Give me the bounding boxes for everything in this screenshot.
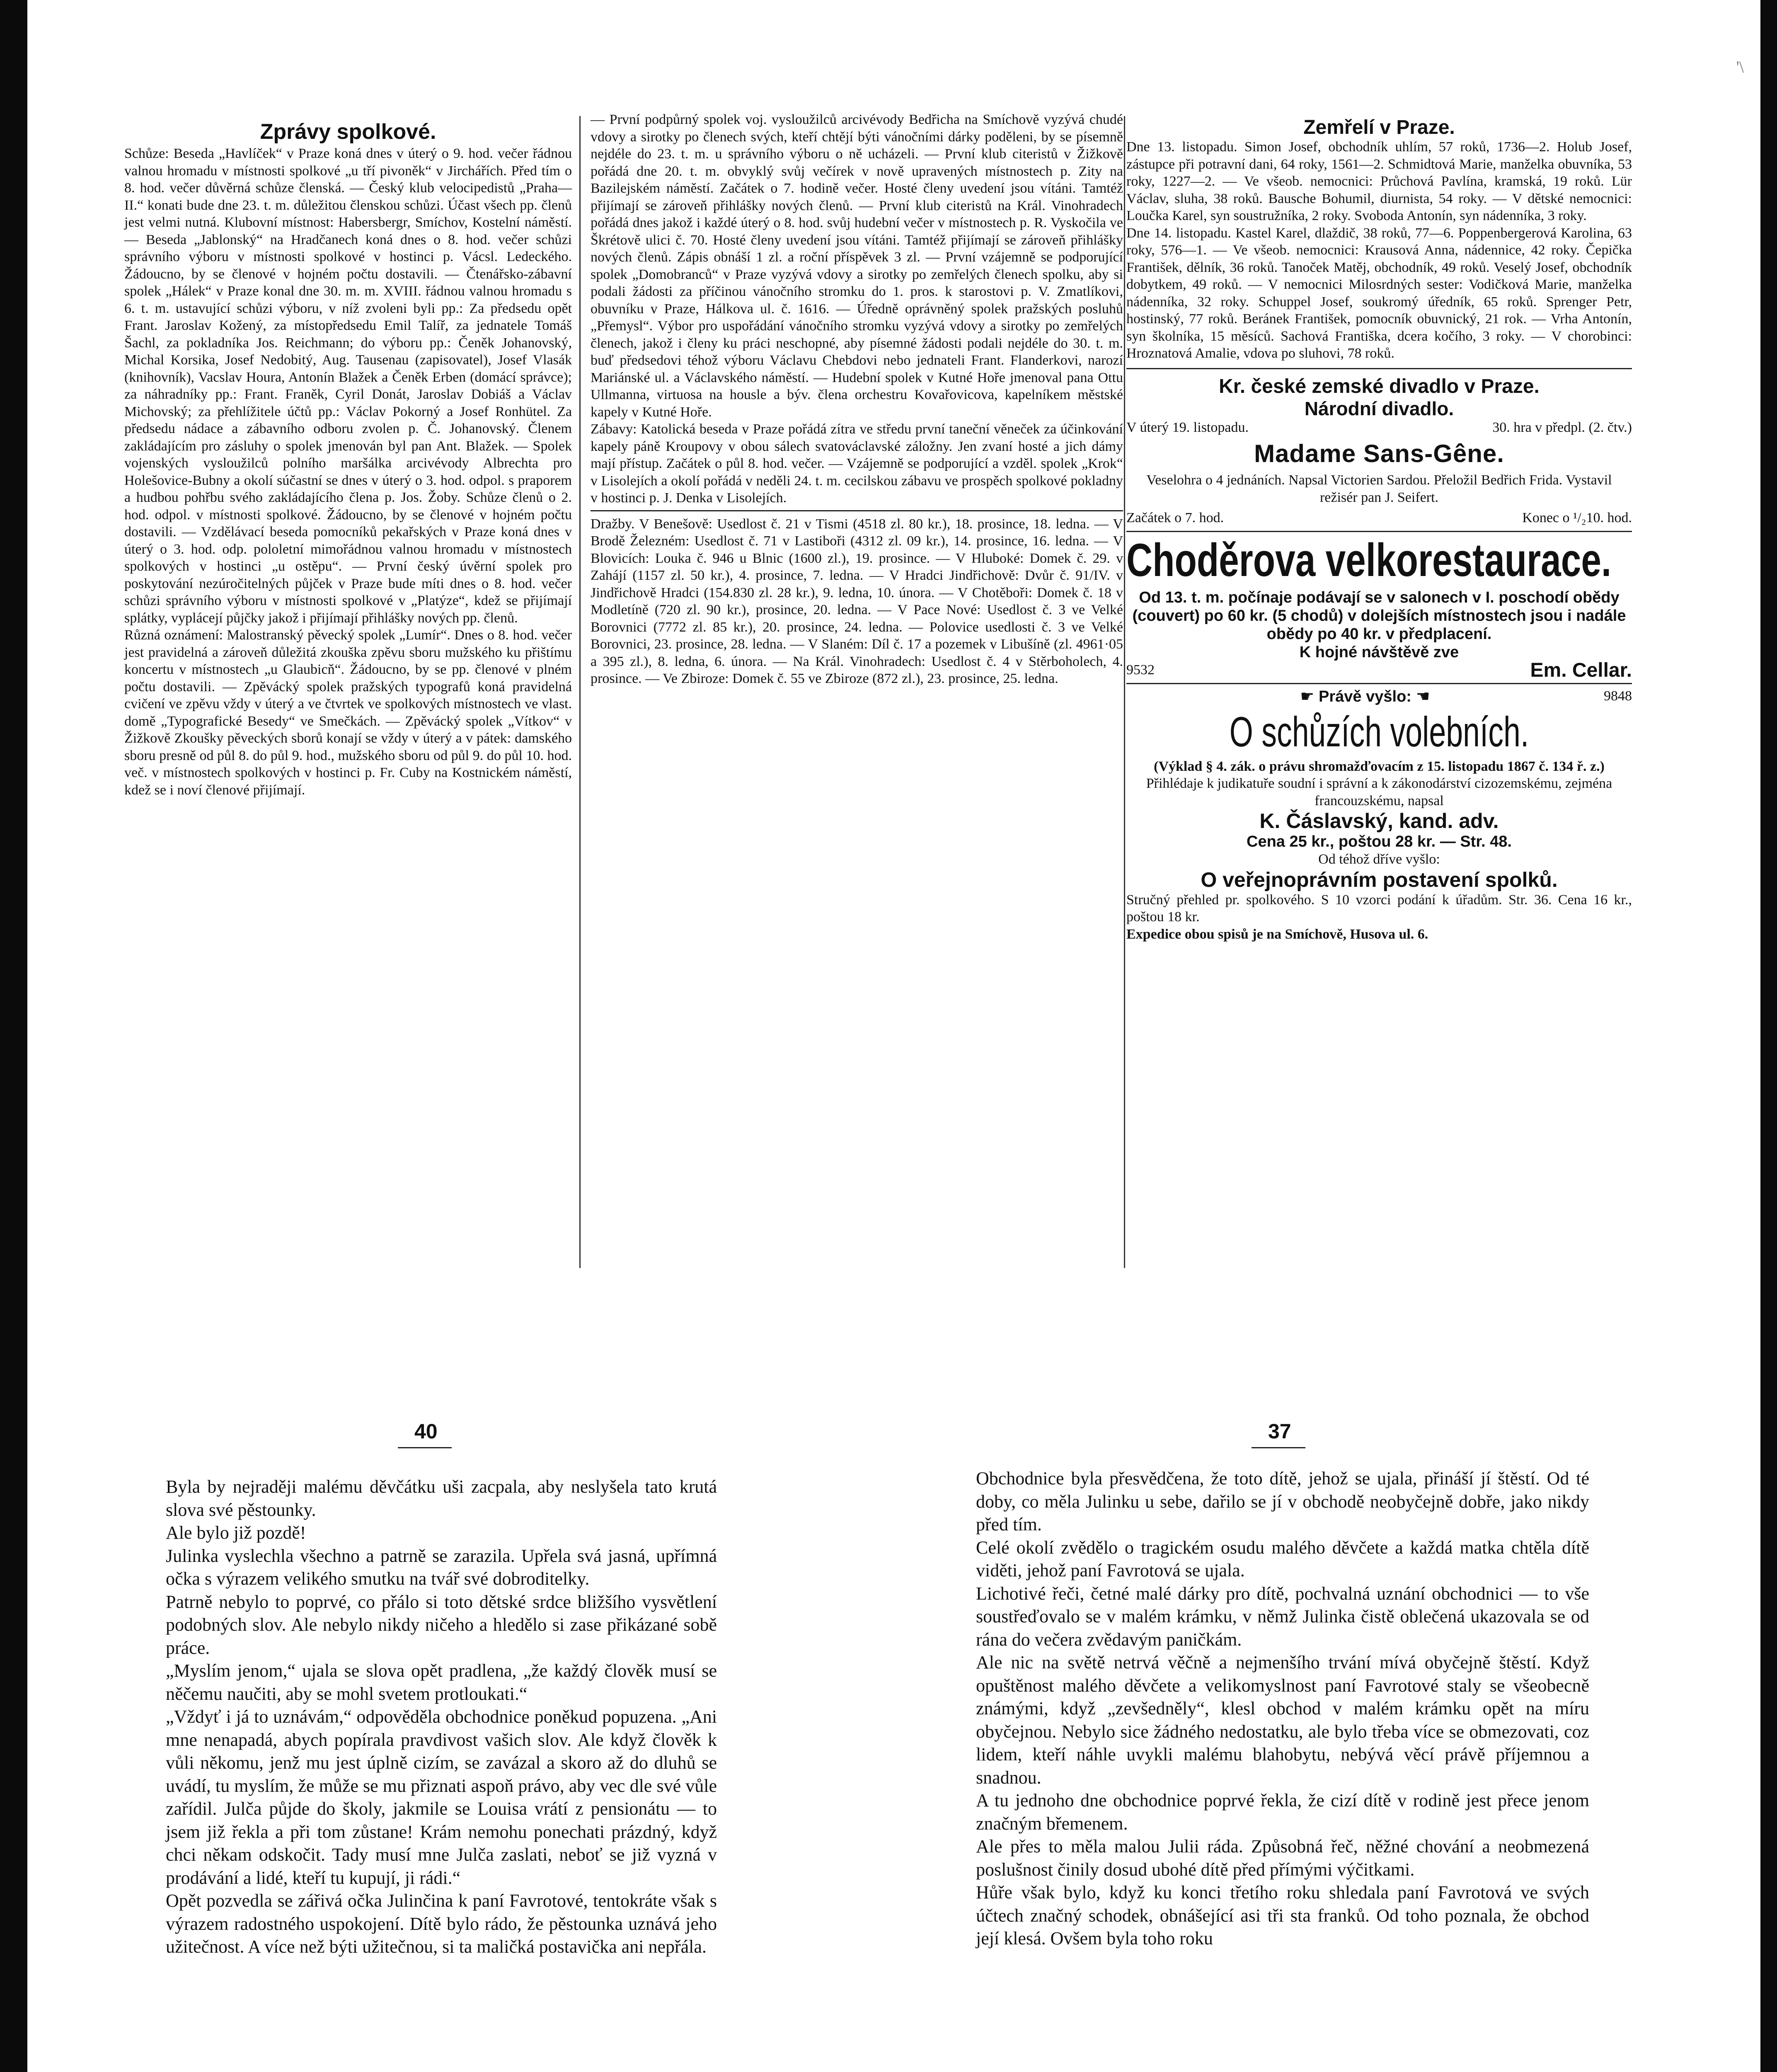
column-divider — [1124, 116, 1125, 1268]
theatre-title: Kr. české zemské divadlo v Praze. — [1219, 375, 1540, 397]
play-description: Veselohra o 4 jednáních. Napsal Victorien Sardou. Přeložil Bedřich Frida. Vystavil režisér pan J. Seifert. — [1146, 472, 1612, 505]
column-divider — [579, 116, 581, 1268]
story-left-page — [166, 1475, 717, 1958]
story-paragraph: „Myslím jenom,“ ujala se slova opět pradlena, „že každý člověk musí se něčemu naučiti, aby se mohl svetem protloukati.“ — [166, 1661, 717, 1704]
story-paragraph: „Vždyť i já to uznávám,“ odpověděla obchodnice poněkud popuzena. „Ani mne nenapadá, abych popírala pravdivost vašich slov. Ale když člověk k vůli někomu, jenž mu jest úplně cizím, se zavázal a skoro až do dluhů se uvádí, tu myslím, že může se mu přiznati aspoň právo, aby vec dle své vůle zařídil. Julča půjde do školy, jakmile se Louisa vrátí z pensionátu — to jsem již řekla a při tom zůstane! Krám nemohu ponechati prázdný, když chci někam odskočit. Tady musí mne Julča zaslati, neboť se již vyzná v prodávání a lidé, kteří tu kupují, ji rádi.“ — [166, 1706, 717, 1888]
scan-edge-left — [0, 0, 27, 2072]
ad-number: 9848 — [1603, 688, 1632, 704]
book-label: ☛ Právě vyšlo: ☚ — [1300, 687, 1430, 705]
scan-edge-right — [1760, 0, 1777, 2072]
edge-mark: '\ — [1736, 58, 1744, 76]
paragraph-vysluzilci: — První podpůrný spolek voj. vysloužilců arcivévody Bedřicha na Smíchově vyzývá chudé vdovy a sirotky po členech svých, kteří chtějí býti vánočními dárky poděleni, by se písemně nejdéle do 23. t. m. u správního výboru o ně ucházeli. — První klub citeristů v Žižkově pořádá dne 20. t. m. obvyklý svůj večírek v nově upravených místnostech p. Zity na Bazilejském náměstí. Začátek o 7. hodině večer. Hosté členy uvedení jsou vítáni. Tamtéž přijímají se zároveň přihlášky nových členů. — První klub citeristů na Král. Vinohradech pořádá dnes jakož i každé úterý o 8. hod. svůj hudební večer v místnostech p. R. Vyskočila ve Škrétově ulici č. 70. Hosté členy uvedení jsou vítáni. Tamtéž přijímají se zároveň přihlášky nových členů. Zápis obnáší 1 zl. a roční příspěvek 3 zl. — První vzájemně se podporující spolek „Domobranců“ v Praze vyzývá vdovy a sirotky po zemřelých členech spolku, aby si podali žádosti za příčinou vánočního stromku do 1. pros. k starostovi p. V. Zmatlíkovi, obuvníku v Praze, Hálkova ul. č. 1616. — Úředně oprávněný spolek pražských posluhů „Přemysl“. Výbor pro uspořádání vánočního stromku vyzývá vdovy a sirotky po zemřelých členech, jakož i členy ku práci neschopné, aby písemné žádosti podali nejdéle do 30. t. m. buď předsedovi téhož výboru Václavu Chebdovi nebo jednateli Frant. Flanderkovi, narozí Mariánské ul. a Václavského náměstí. — Hudební spolek v Kutné Hoře jmenoval pana Ottu Ullmanna, virtuosa na housle a býv. člena orchestru Kovařovicova, kapelníkem městské kapely v Kutné Hoře. — [591, 112, 1123, 420]
play-title: Madame Sans-Gêne. — [1254, 440, 1504, 467]
theatre-subtitle: Národní divadlo. — [1304, 397, 1454, 419]
play-start: Začátek o 7. hod. — [1126, 510, 1224, 525]
restaurant-owner: Em. Cellar. — [1530, 659, 1632, 681]
page-number-rule — [1252, 1447, 1305, 1448]
play-end: Konec o ¹/₂10. hod. — [1522, 510, 1632, 525]
book2-title: O veřejnoprávním postavení spolků. — [1201, 868, 1558, 891]
paragraph-deaths-13: Dne 13. listopadu. Simon Josef, obchodník uhlím, 57 roků, 1736—2. Holub Josef, zástupce při potravní dani, 64 roky, 1561—2. Schmidtová Marie, manželka obuvníka, 53 roky, 1227—2. — Ve všeob. nemocnici: Průchová Pavlína, kramská, 19 roků. Lür Václav, sluha, 38 roků. Bausche Bohumil, diurnista, 54 roky. — V dětské nemocnici: Loučka Karel, syn soustružníka, 2 roky. Svoboda Antonín, syn nádenníka, 3 roky. — [1126, 139, 1632, 223]
paragraph-ruzna-oznameni: Různá oznámení: Malostranský pěvecký spolek „Lumír“. Dnes o 8. hod. večer jest pravidelná a zároveň důležitá zkouška zpěvu sboru mužského ku přištímu koncertu v místnostech „u Glaubicň“. Žádoucno, by se pp. členové v plném počtu dostavili. — Zpěvácký spolek pražských typografů koná pravidelná cvičení ve zpěvu vždy v úterý a ve čtvrtek ve spolkových místnostech ve vlast. domě „Typografické Besedy“ ve Smečkách. — Zpěvácký spolek „Vítkov“ v Žižkově Zkoušky pěveckých sborů konají se vždy v úterý a v pátek: damského sboru presně od půl 8. do půl 9. hod., mužského sboru od půl 9. do půl 10. hod. več. v místnostech spolkových v hostinci p. Fr. Cuby na Kostnickém náměstí, kdež se i noví členové přijímají. — [124, 627, 572, 798]
story-paragraph: Hůře však bylo, když ku konci třetího roku shledala paní Favrotová ve svých účtech značný schodek, obnášející asi tři sta franků. Od toho poznala, že obchod její klesá. Ovšem byla toho roku — [976, 1882, 1589, 1949]
paragraph-zabavy: Zábavy: Katolická beseda v Praze pořádá zítra ve středu první taneční věneček za účinkování kapely páně Kroupovy v obou sálech svatováclavské záložny. Jen zvaní hosté a jich dámy mají přístup. Začátek o půl 8. hod. večer. — Vzájemně se podporující a vzděl. spolek „Krok“ v Lisolejích a okolí pořádá v neděli 24. t. m. cecilskou zábavu ve prospěch spolkové pokladny v hostinci p. J. Denka v Lisolejích. — [591, 421, 1123, 506]
book2-intro: Od téhož dříve vyšlo: — [1318, 852, 1440, 867]
section-divider — [1126, 683, 1632, 684]
play-times — [1126, 509, 1632, 527]
paragraph-deaths-14: Dne 14. listopadu. Kastel Karel, dlaždič, 38 roků, 77—6. Poppenbergerová Karolina, 63 roky, 576—1. — Ve všeob. nemocnici: Krausová Anna, nádennice, 42 roky. Čepička František, dělník, 36 roků. Tanoček Matěj, obchodník, 49 roků. Veselý Josef, obchodník dobytkem, 49 roků. — V nemocnici Milosrdných sester: Vodičková Marie, manželka nádenníka, 32 roky. Schuppel Josef, soukromý úředník, 65 roků. Sprenger Petr, hostinský, 77 roků. Beránek František, pomocník obuvnický, 21 rok. — Vrha Antonín, syn školníka, 15 měsíců. Sachová Františka, dcera kočího, 3 roky. — V chorobinci: Hroznatová Amalie, vdova po sluhovi, 78 roků. — [1126, 225, 1632, 361]
page-number-left: 40 — [414, 1420, 438, 1443]
story-right-page — [976, 1467, 1589, 1950]
book-subtitle: (Výklad § 4. zák. o právu shromažďovacím z 15. listopadu 1867 č. 134 ř. z.) — [1154, 758, 1605, 774]
theatre-date-row — [1126, 419, 1632, 436]
book-author: K. Čáslavský, kand. adv. — [1259, 809, 1499, 833]
theatre-date: V úterý 19. listopadu. — [1126, 419, 1249, 435]
story-paragraph: Obchodnice byla přesvědčena, že toto dítě, jehož se ujala, přináší jí štěstí. Od té doby, co měla Julinku u sebe, dařilo se jí v obchodě neobyčejně dobře, jako nikdy před tím. — [976, 1468, 1589, 1535]
story-paragraph: Celé okolí zvědělo o tragickém osudu malého děvčete a každá matka chtěla dítě viděti, jehož paní Favrotová se ujala. — [976, 1537, 1589, 1581]
page-number-rule — [398, 1447, 452, 1448]
heading-zemreli-v-praze: Zemřelí v Praze. — [1303, 116, 1455, 138]
paragraph-drazby: Dražby. V Benešově: Usedlost č. 21 v Tismi (4518 zl. 80 kr.), 18. prosince, 18. ledna. — V Brodě Železném: Usedlost č. 71 v Lastiboři (4312 zl. 09 kr.), 14. prosince, 16. ledna. — V Blovicích: Louka č. 946 u Blnic (1600 zl.), 19. prosince. — V Hluboké: Domek č. 29. v Zahájí (1157 zl. 50 kr.), 4. prosince, 7. ledna. — V Hradci Jindřichově: Dvůr č. 91/IV. v Jindřichově Hradci (154.830 zl. 28 kr.), 9. ledna, 10. února. — V Chotěboři: Domek č. 18 v Modletíně (720 zl. 90 kr.), prosince, 20. ledna. — V Pace Nové: Usedlost č. 3 ve Velké Borovnici (7772 zl. 85 kr.), 20. prosince, 24. ledna. — Polovice usedlosti č. 3 ve Velké Borovnici, 23. prosince, 28. ledna. — V Slaném: Díl č. 17 a pozemek v Libušíně (zl. 4961·05 a 395 zl.), 8. ledna, 6. února. — Na Král. Vinohradech: Usedlost č. 4 v Stěrboholech, 4. prosince. — Ve Zbiroze: Domek č. 55 ve Zbiroze (872 zl.), 23. prosince, 25. ledna. — [591, 516, 1123, 686]
story-paragraph: Byla by nejraději malému děvčátku uši zacpala, aby neslyšela tato krutá slova své pěstounky. — [166, 1477, 717, 1520]
story-paragraph: Ale přes to měla malou Julii ráda. Způsobná řeč, něžné chování a neobmezená poslušnost činily dosud ubohé dítě před přímými výčitkami. — [976, 1836, 1589, 1880]
book-announcement-row — [1126, 687, 1632, 706]
book2-expedice: Expedice obou spisů je na Smíchově, Husova ul. 6. — [1126, 926, 1428, 942]
theatre-series: 30. hra v předpl. (2. čtv.) — [1492, 419, 1632, 435]
restaurant-title: Choděrova velkorestaurace. — [1126, 534, 1612, 586]
book-price: Cena 25 kr., poštou 28 kr. — Str. 48. — [1247, 833, 1512, 850]
paragraph-schuze: Schůze: Beseda „Havlíček“ v Praze koná dnes v úterý o 9. hod. večer řádnou valnou hromadu v místnosti spolkové „u tří pivoněk“ v Jirchářích. Před tím o 8. hod. večer důvěrná schůze členská. — Český klub velocipedistů „Praha—II.“ konati bude dne 23. t. m. důležitou členskou schůzi. Účast všech pp. členů jest velmi nutná. Klubovní místnost: Habersbergr, Smíchov, Kostelní náměstí. — Beseda „Jablonský“ na Hradčanech koná dnes o 8. hod. večer schůzi správního výboru v místnosti spolkové v hostinci p. Vácsl. Ledeckého. Žádoucno, by se členové v hojném počtu dostavili. — Čtenářsko-zábavní spolek „Hálek“ v Praze konal dne 30. m. m. XVIII. řádnou valnou hromadu s 6. t. m. ustavující schůzi výboru, v níž zvoleni byli pp.: Za předsedu opět Frant. Jaroslav Kožený, za místopředsedu Emil Talíř, za jednatele Tomáš Šachl, za pokladníka Jos. Reichmann; do výboru pp.: Čeněk Johanovský, Michal Korsika, Josef Nedobitý, Aug. Tausenau (zapisovatel), Josef Vlasák (knihovník), Vacslav Houra, Antonín Blažek a Čeněk Erben (domácí správce); za náhradníky pp.: Frant. Franěk, Cyril Donát, Jaroslav Dobiáš a Václav Michovský; za přehlížitele účtů pp.: Václav Pokorný a Josef Ronhütel. Za předsedu nádace a zábavního odboru zvolen p. Č. Johanovský. Členem zakládajícím pro zásluhy o spolek jmenován byl pan Ant. Blažek. — Spolek vojenských vysloužilců polního maršálka arcivévody Albrechta pro Holešovice-Bubny a okolí súčastní se dnes v úterý o 3. hod. odpol. s praporem a hudbou pohřbu svého zakládajícího člena p. Jos. Žoby. Schůze členů o 2. hod. odpol. v místnosti spolkové. Žádoucno, by se členové v hojném počtu dostavili. — Vzdělávací beseda pomocníků pekařských v Praze koná dnes v úterý o 3. hod. odp. pololetní mimořádnou valnou hromadu v místnostech spolkových v hostinci „u ostěpu“. — První český úvěrní spolek pro poskytování nezúročitelných půjček v Praze bude míti dnes o 8. hod. večer schůzi správního výboru v místnosti spolkové v „Platýze“, kdež se přijímají splátky, vyplácejí půjčky jakož i přijímají přihlášky nových pp. členů. — [124, 146, 572, 626]
section-divider — [1126, 531, 1632, 532]
story-paragraph: Opět pozvedla se zářivá očka Julinčina k paní Favrotové, tentokráte však s výrazem radostného uspokojení. Dítě bylo rádo, že pěstounka uznává jeho užitečnost. A více než býti užitečnou, si ta maličká postavička ani nepřála. — [166, 1890, 717, 1957]
story-paragraph: Julinka vyslechla všechno a patrně se zarazila. Upřela svá jasná, upřímná očka s výrazem velikého smutku na tvář své dobroditelky. — [166, 1545, 717, 1589]
book-title: O schůzích volebních. — [1229, 708, 1529, 755]
restaurant-invite: K hojné návštěvě zve — [1299, 643, 1459, 661]
restaurant-text: Od 13. t. m. počínaje podávají se v salonech v I. poschodí obědy (couvert) po 60 kr. (5 chodů) v dolejších místnostech jsou i nadále obědy po 40 kr. v předplacení. — [1132, 588, 1626, 643]
restaurant-signature-row — [1126, 661, 1632, 680]
story-paragraph: Patrně nebylo to poprvé, co přálo si toto dětské srdce bližšího vysvětlení podobných slov. Ale nebylo nikdy ničeho a hledělo si zase přikázané sobě práce. — [166, 1591, 717, 1658]
column-spolky-continued — [591, 111, 1123, 687]
heading-zpravy-spolkove: Zprávy spolkové. — [260, 120, 436, 144]
story-paragraph: Lichotivé řeči, četné malé dárky pro dítě, pochvalná uznání obchodnici — to vše soustřeďovalo se v malém krámku, v němž Julinka čistě oblečená ukazovala se od rána do večera zvědavým paničkám. — [976, 1583, 1589, 1650]
section-divider — [1126, 368, 1632, 369]
book-description: Přihlédaje k judikatuře soudní i správní a k zákonodárství cizozemskému, zejména francouzskému, napsal — [1146, 776, 1612, 808]
story-paragraph: Ale nic na světě netrvá věčně a nejmenšího trvání mívá obyčejně štěstí. Když opuštěnost malého děvčete a velikomyslnost paní Favrotové staly se všeobecně známými, když „zevšedněly“, klesl obchod v malém krámku opět na míru obyčejnou. Nebylo sice žádného nedostatku, ale bylo třeba více se obmezovati, coz lidem, kteří náhle uvykli malému blahobytu, nebývá věcí právě příjemnou a snadnou. — [976, 1652, 1589, 1788]
ad-number: 9532 — [1126, 662, 1155, 678]
story-paragraph: A tu jednoho dne obchodnice poprvé řekla, že cizí dítě v rodině jest přece jenom značným břemenem. — [976, 1790, 1589, 1834]
column-announcements — [1126, 117, 1632, 943]
story-paragraph: Ale bylo již pozdě! — [166, 1523, 306, 1543]
page-number-right: 37 — [1268, 1420, 1291, 1443]
book2-description: Stručný přehled pr. spolkového. S 10 vzorci podání k úřadům. Str. 36. Cena 16 kr., poštou 18 kr. — [1126, 892, 1632, 925]
section-divider — [591, 510, 1123, 511]
column-spolky — [124, 120, 572, 799]
